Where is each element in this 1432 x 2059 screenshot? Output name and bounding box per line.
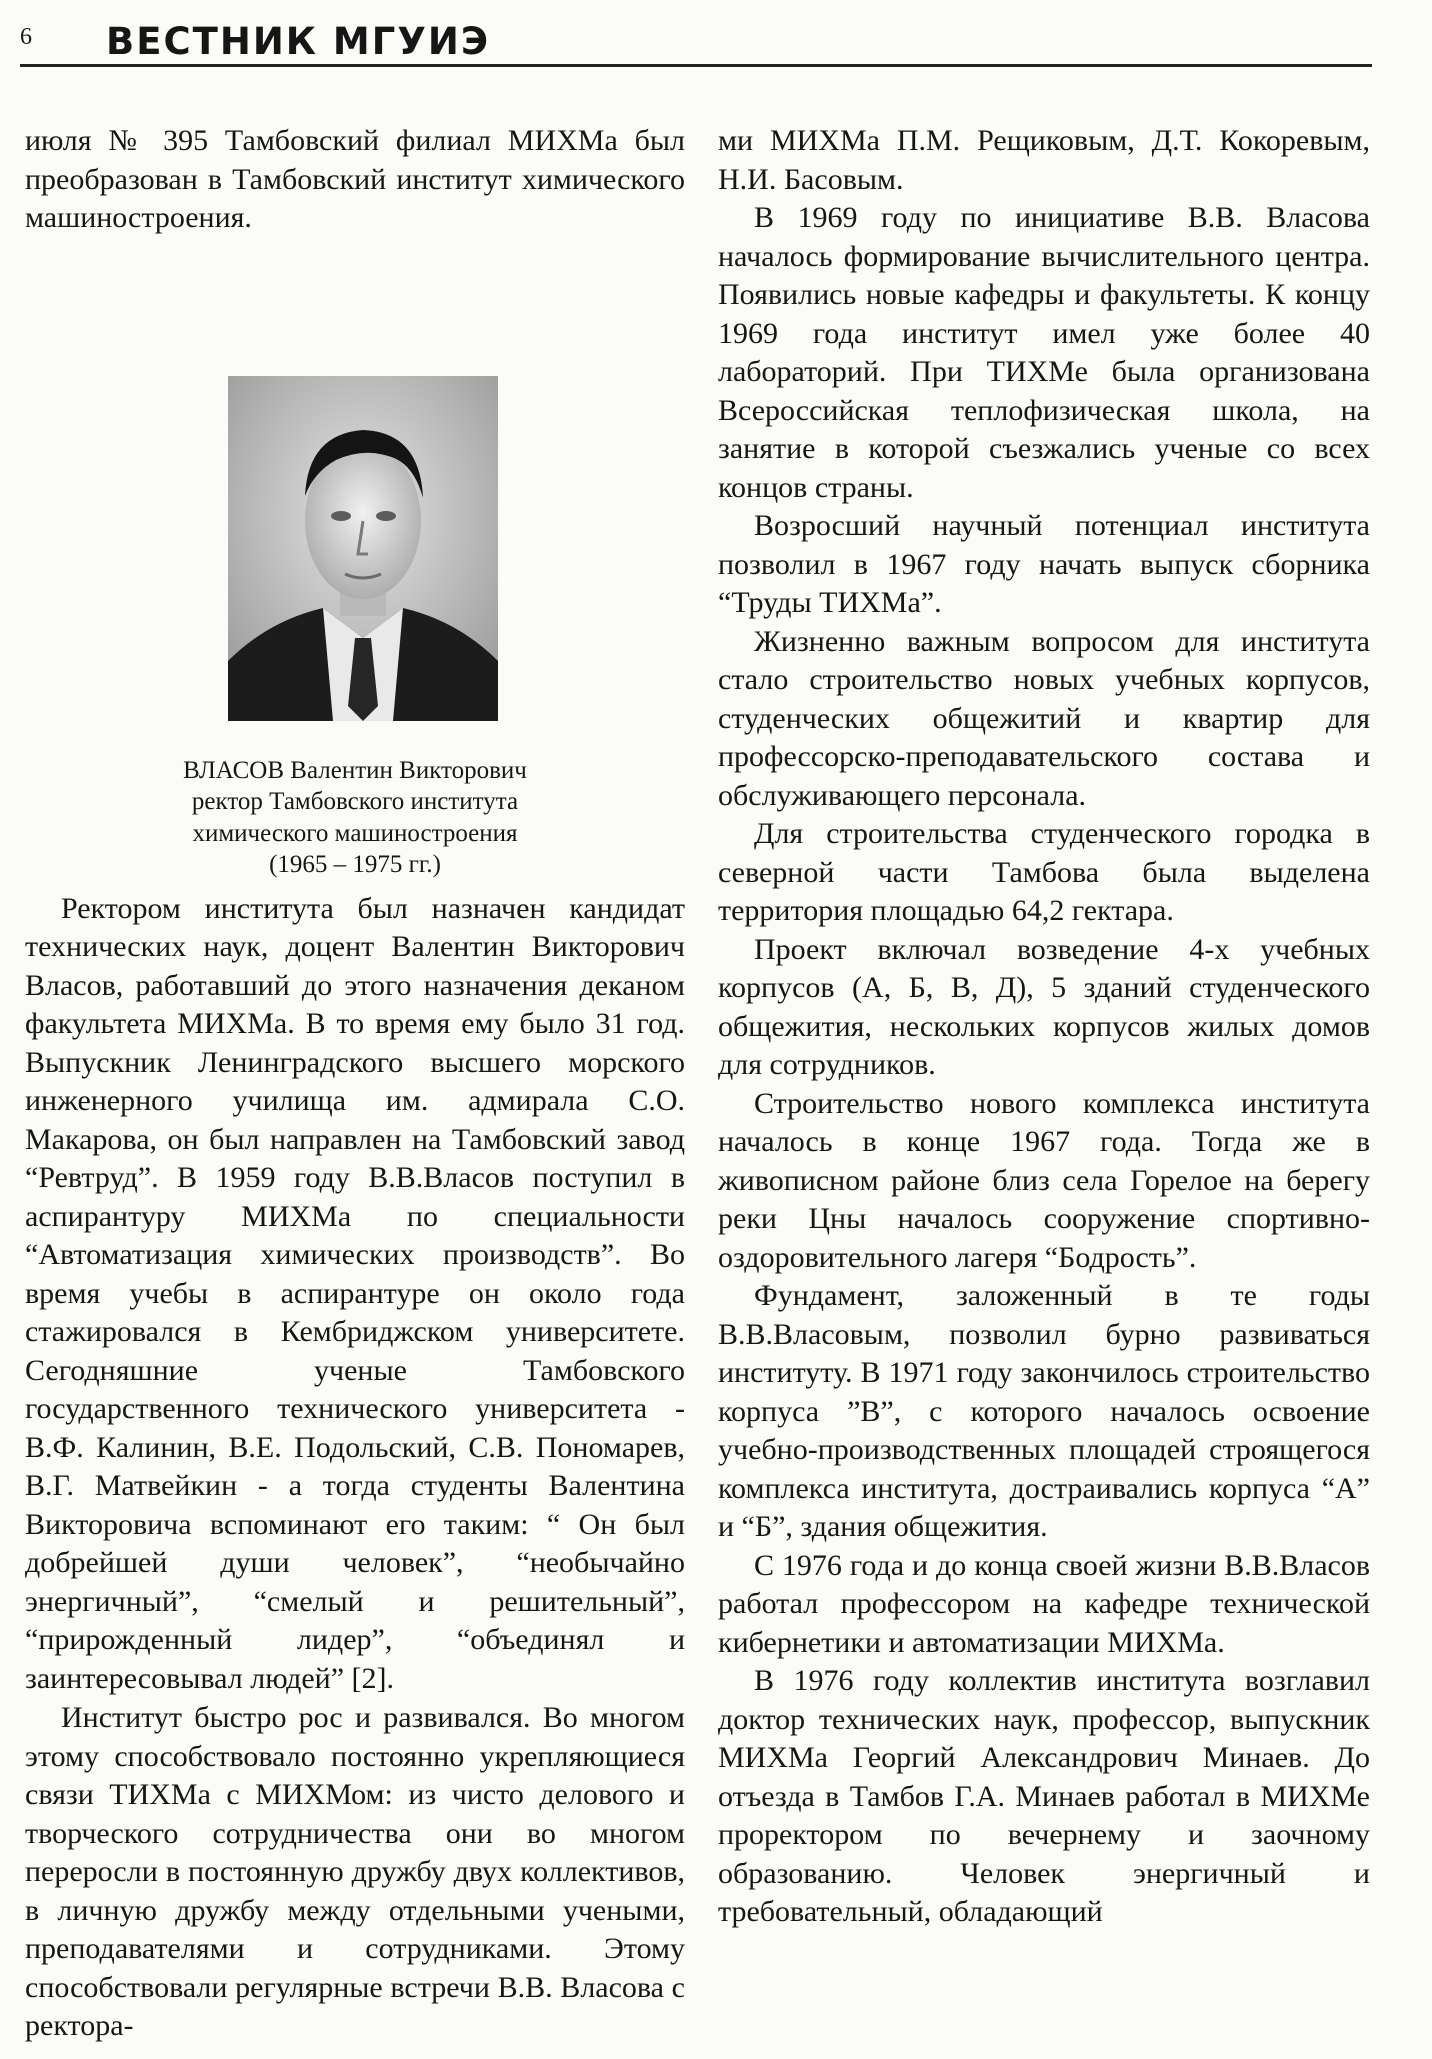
caption-position: ректор Тамбовского института [191,788,519,815]
portrait-caption [25,755,685,881]
header-rule [20,64,1372,67]
portrait-image [228,376,498,721]
paragraph-rector-vlasov: Ректором института был назначен кандидат технических наук, доцент Валентин Викторович Власов, работавший до этого назначения деканом факультета МИХМа. В то время ему было 31 год. Выпускник Ленинградского высшего морского инженерного училища им. адмирала С.О. Макарова, он был направлен на Тамбовский завод “Ревтруд”. В 1959 году В.В.Власов поступил в аспирантуру МИХМа по специальности “Автоматизация химических производств”. Во время учебы в аспирантуре он около года стажировался в Кембриджском университете. Сегодняшние ученые Тамбовского государственного технического университета - В.Ф. Калинин, В.Е. Подольский, С.В. Пономарев, В.Г. Матвейкин - а тогда студенты Валентина Викторовича вспоминают его таким: “ Он был добрейшей души человек”, “необычайно энергичный”, “смелый и решительный”, “прирожденный лидер”, “объединял и заинтересовывал людей” [2]. [25,891,685,1695]
page-header [20,22,1372,62]
paragraph-computing-center: В 1969 году по инициативе В.В. Власова началось формирование вычислительного центра. Появились новые кафедры и факультеты. К концу 1969 года институт имел уже более 40 лабораторий. При ТИХМе была организована Всероссийская теплофизическая школа, на занятие в которой съезжались ученые со всех концов страны. [718,201,1370,504]
paragraph-minaev: В 1976 году коллектив института возглавил доктор технических наук, профессор, выпускник МИХМа Георгий Александрович Минаев. До отъезда в Тамбов Г.А. Минаев работал в МИХМе проректором по вечернему и заочному образованию. Человек энергичный и требовательный, обладающий [718,1664,1370,1928]
portrait-photo [228,376,498,721]
journal-title: ВЕСТНИК МГУИЭ [106,20,490,63]
paragraph-new-complex: Строительство нового комплекса института началось в конце 1967 года. Тогда же в живописном районе близ села Горелое на берегу реки Цны началось сооружение спортивно-оздоровительного лагеря “Бодрость”. [718,1086,1370,1274]
left-body [25,890,685,2046]
page-number: 6 [20,24,32,50]
paragraph-campus-territory: Для строительства студенческого городка в северной части Тамбова была выделена территория площадью 64,2 гектара. [718,817,1370,927]
right-column [718,122,1370,1932]
paragraph-project: Проект включал возведение 4-х учебных корпусов (А, Б, В, Д), 5 зданий студенческого общежития, нескольких корпусов жилых домов для сотрудников. [718,932,1370,1081]
paragraph-trudy-tikhma: Возросший научный потенциал института позволил в 1967 году начать выпуск сборника “Труды ТИХМа”. [718,509,1370,619]
caption-institute: химического машиностроения [192,819,518,847]
paragraph-institute-growth: Институт быстро рос и развивался. Во многом этому способствовало постоянно укрепляющиеся связи ТИХМа с МИХМом: из чисто делового и творческого сотрудничества они во многом переросли в постоянную дружбу двух коллективов, в личную дружбу между отдельными учеными, преподавателями и сотрудниками. Этому способствовали регулярные встречи В.В. Власова с ректора- [25,1701,685,2042]
portrait-figure [25,238,685,890]
caption-years: (1965 – 1975 гг.) [269,851,441,878]
paragraph-foundation: Фундамент, заложенный в те годы В.В.Власовым, позволил бурно развиваться институту. В 1971 году закончилось строительство корпуса ”В”, с которого началось освоение учебно-производственных площадей строящегося комплекса института, достраивались корпуса “А” и “Б”, здания общежития. [718,1279,1370,1543]
paragraph-construction: Жизненно важным вопросом для института стало строительство новых учебных корпусов, студенческих общежитий и квартир для профессорско-преподавательского состава и обслуживающего персонала. [718,624,1370,812]
left-column [25,122,685,2046]
caption-name: ВЛАСОВ Валентин Викторович [183,756,527,784]
continuation-paragraph: ми МИХМа П.М. Рещиковым, Д.Т. Кокоревым, Н.И. Басовым. [718,124,1370,196]
paragraph-vlasov-professor: С 1976 года и до конца своей жизни В.В.Власов работал профессором на кафедре технической кибернетики и автоматизации МИХМа. [718,1548,1370,1659]
intro-paragraph: июля № 395 Тамбовский филиал МИХМа был преобразован в Тамбовский институт химического машиностроения. [25,124,685,234]
